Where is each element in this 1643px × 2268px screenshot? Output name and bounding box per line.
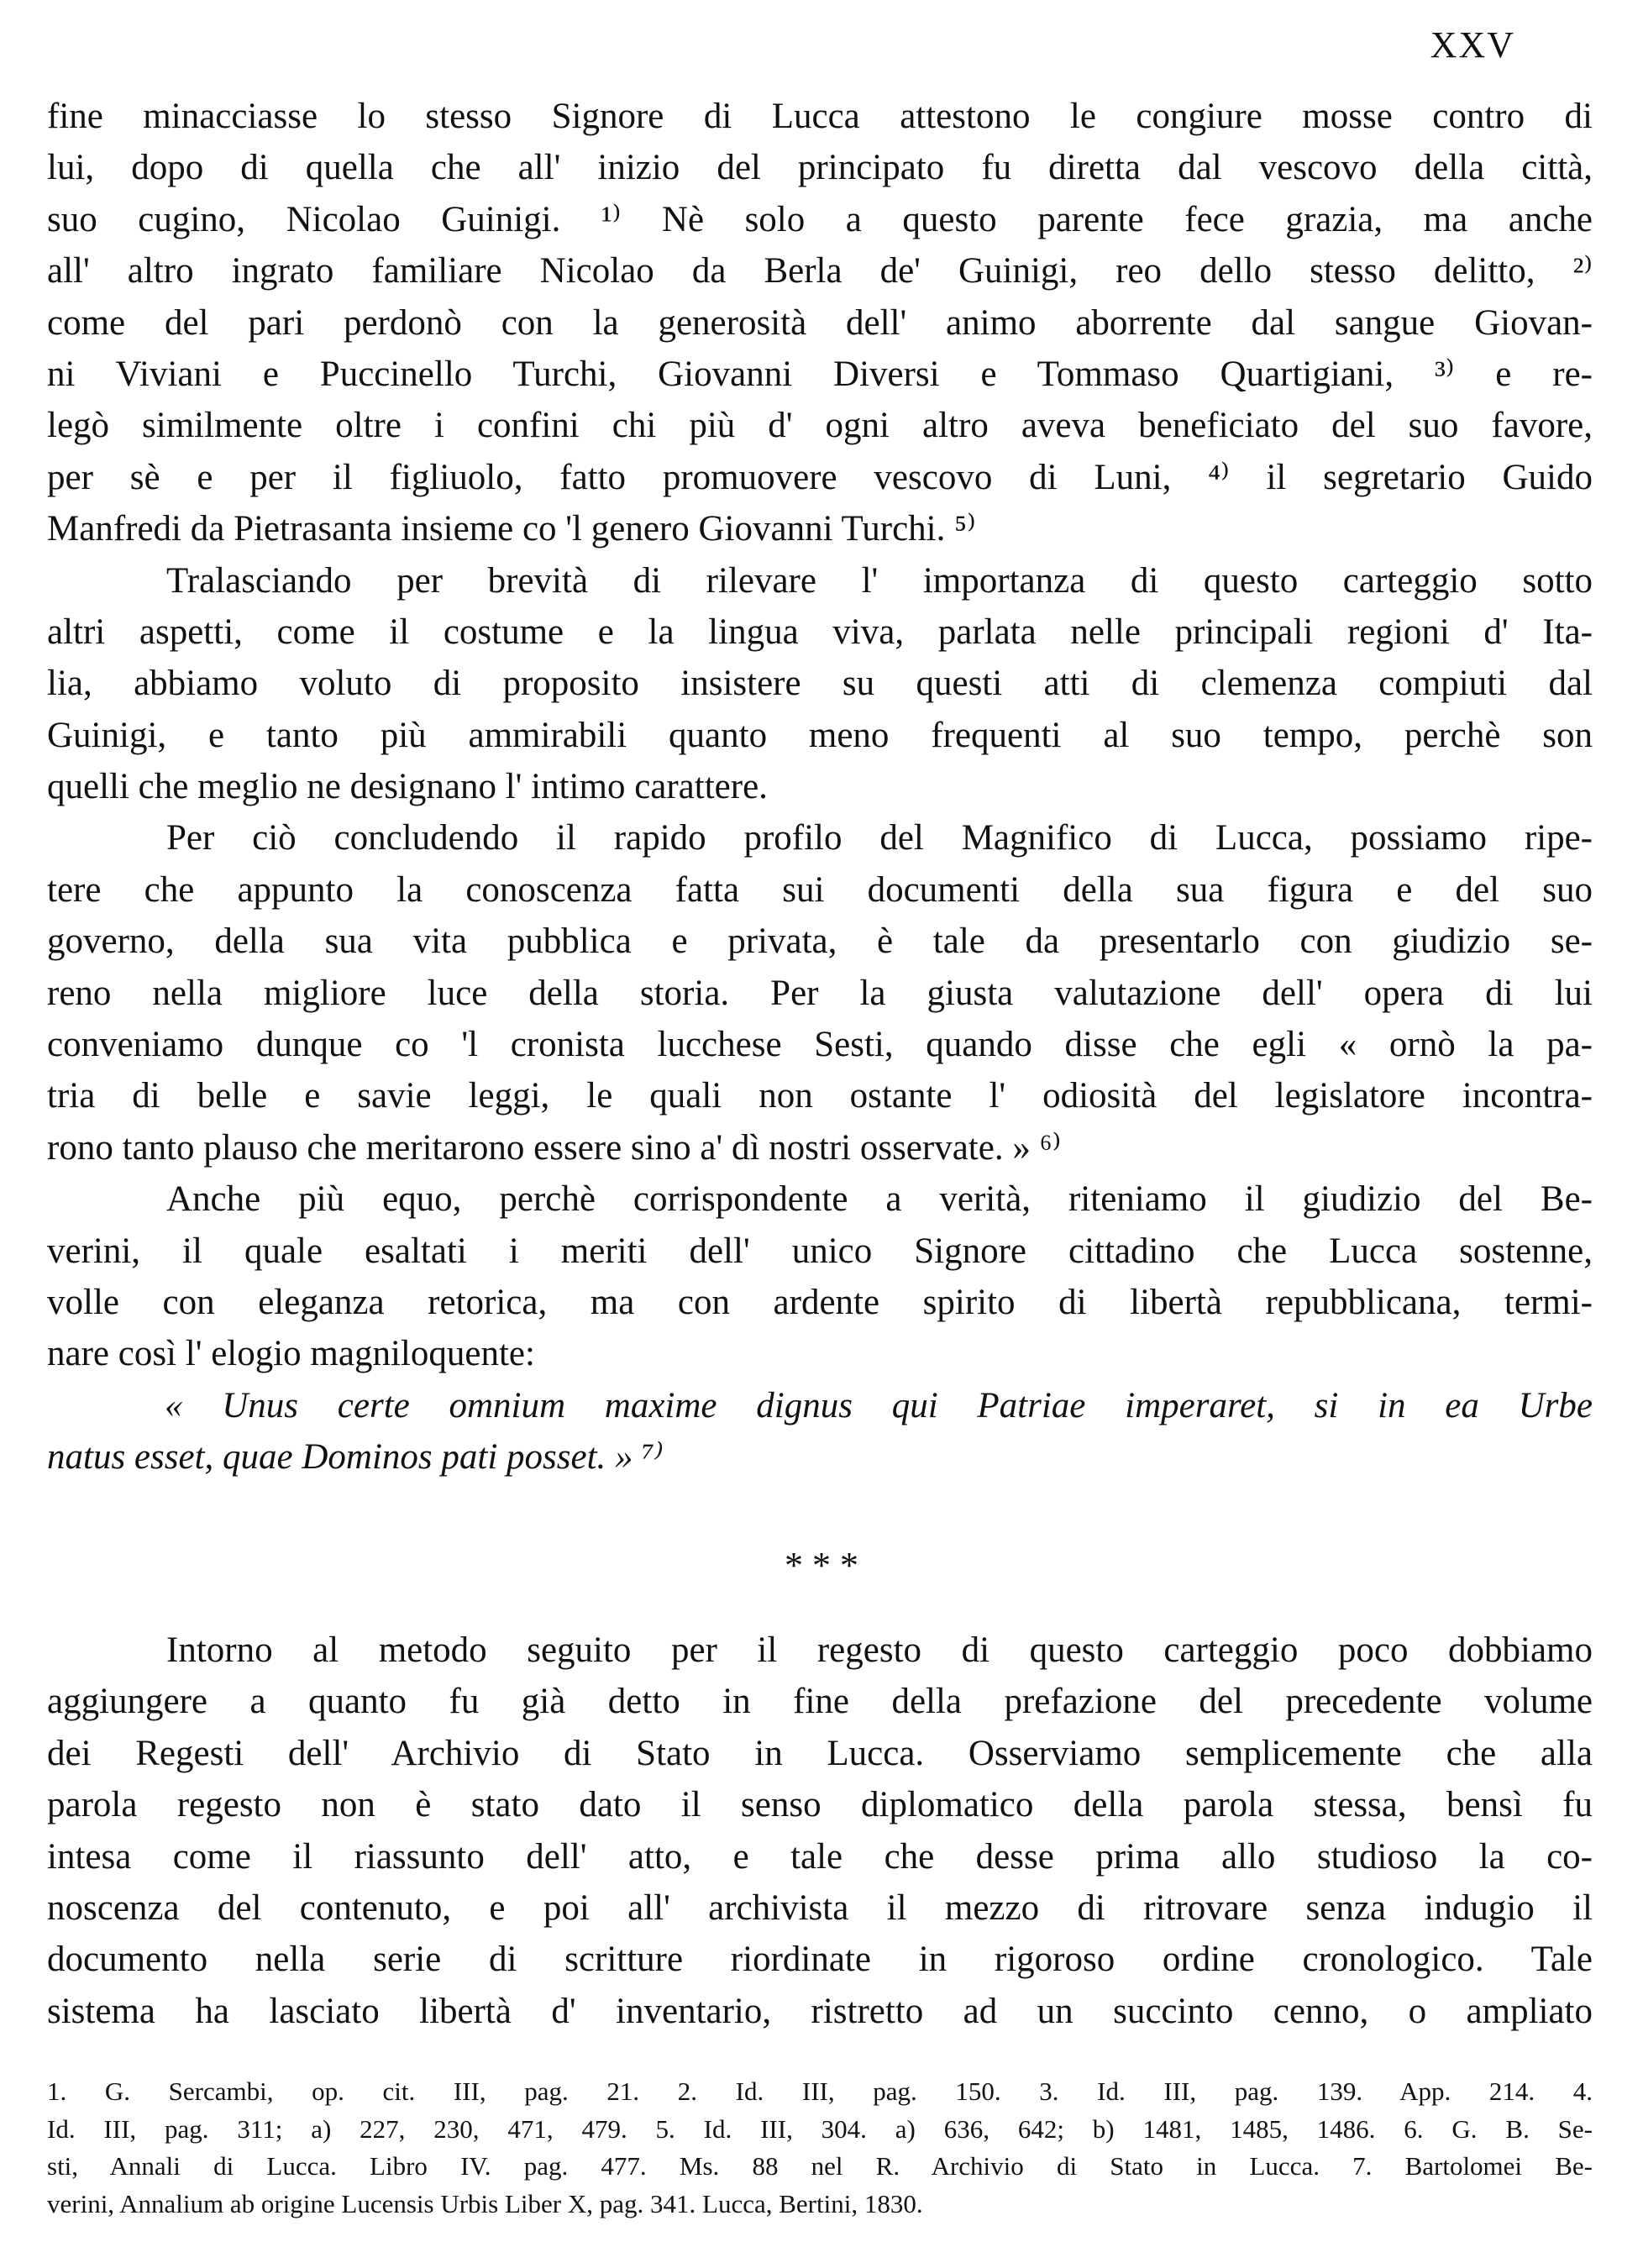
footnote-line: sti, Annali di Lucca. Libro IV. pag. 477. Ms. 88 nel R. Archivio di Stato in Lucca. 7. Bartolomei Be-: [47, 2151, 1593, 2181]
text-line: rono tanto plauso che meritarono essere sino a' dì nostri osservate. » ⁶⁾: [47, 1127, 1062, 1168]
body-text: [47, 91, 1593, 1483]
text-line: tere che appunto la conoscenza fatta sui documenti della sua figura e del suo: [47, 869, 1593, 910]
text-line: suo cugino, Nicolao Guinigi. ¹⁾ Nè solo a questo parente fece grazia, ma anche: [47, 199, 1593, 239]
footnote-line: verini, Annalium ab origine Lucensis Urbis Liber X, pag. 341. Lucca, Bertini, 1830.: [47, 2188, 923, 2218]
section-separator: * * *: [785, 1545, 858, 1586]
text-line: conveniamo dunque co 'l cronista lucchese Sesti, quando disse che egli « ornò la pa-: [47, 1025, 1593, 1065]
latin-quote-line: « Unus certe omnium maxime dignus qui Patriae imperaret, si in ea Urbe: [165, 1385, 1593, 1425]
text-line: quelli che meglio ne designano l' intimo carattere.: [47, 767, 768, 807]
footnote-line: 1. G. Sercambi, op. cit. III, pag. 21. 2. Id. III, pag. 150. 3. Id. III, pag. 139. App. 214. 4.: [47, 2076, 1593, 2106]
text-line: volle con eleganza retorica, ma con ardente spirito di libertà repubblicana, termi-: [47, 1282, 1593, 1322]
text-line: altri aspetti, come il costume e la lingua viva, parlata nelle principali regioni d' Ita-: [47, 612, 1593, 652]
text-line: Manfredi da Pietrasanta insieme co 'l genero Giovanni Turchi. ⁵⁾: [47, 509, 976, 549]
text-line: sistema ha lasciato libertà d' inventario, ristretto ad un succinto cenno, o ampliato: [47, 1991, 1593, 2031]
text-line: come del pari perdonò con la generosità dell' animo aborrente dal sangue Giovan-: [47, 302, 1593, 343]
paragraph-start-line: Anche più equo, perchè corrispondente a verità, riteniamo il giudizio del Be-: [166, 1179, 1593, 1220]
text-line: per sè e per il figliuolo, fatto promuovere vescovo di Luni, ⁴⁾ il segretario Guido: [47, 457, 1593, 497]
text-line: all' altro ingrato familiare Nicolao da Berla de' Guinigi, reo dello stesso delitto, ²⁾: [47, 251, 1593, 291]
text-line: reno nella migliore luce della storia. Per la giusta valutazione dell' opera di lui: [47, 973, 1593, 1013]
text-line: fine minacciasse lo stesso Signore di Lucca attestono le congiure mosse contro di: [47, 97, 1593, 136]
text-line: ni Viviani e Puccinello Turchi, Giovanni Diversi e Tommaso Quartigiani, ³⁾ e re-: [47, 354, 1593, 394]
text-line: nare così l' elogio magniloquente:: [47, 1334, 535, 1374]
text-line: lui, dopo di quella che all' inizio del principato fu diretta dal vescovo della città,: [47, 148, 1593, 188]
text-line: aggiungere a quanto fu già detto in fine della prefazione del precedente volume: [47, 1682, 1593, 1722]
text-line: verini, il quale esaltati i meriti dell' unico Signore cittadino che Lucca sostenne,: [47, 1231, 1593, 1271]
text-line: legò similmente oltre i confini chi più d' ogni altro aveva beneficiato del suo favore,: [47, 406, 1593, 446]
paragraph-start-line: Intorno al metodo seguito per il regesto di questo carteggio poco dobbiamo: [166, 1630, 1593, 1670]
footnote-line: Id. III, pag. 311; a) 227, 230, 471, 479. 5. Id. III, 304. a) 636, 642; b) 1481, 1485, 1486. 6. G. B. Se-: [47, 2113, 1593, 2144]
paragraph-start-line: Per ciò concludendo il rapido profilo del Magnifico di Lucca, possiamo ripe-: [166, 818, 1593, 858]
body-text-continued: [47, 1625, 1593, 2037]
text-line: intesa come il riassunto dell' atto, e tale che desse prima allo studioso la co-: [47, 1836, 1593, 1877]
text-line: noscenza del contenuto, e poi all' archivista il mezzo di ritrovare senza indugio il: [47, 1887, 1593, 1928]
text-line: Guinigi, e tanto più ammirabili quanto meno frequenti al suo tempo, perchè son: [47, 715, 1593, 755]
page-number: XXV: [1430, 24, 1515, 66]
text-line: tria di belle e savie leggi, le quali non ostante l' odiosità del legislatore incontra-: [47, 1076, 1593, 1116]
footnotes: [47, 2073, 1593, 2223]
text-line: governo, della sua vita pubblica e privata, è tale da presentarlo con giudizio se-: [47, 921, 1593, 962]
paragraph-start-line: Tralasciando per brevità di rilevare l' importanza di questo carteggio sotto: [166, 560, 1593, 601]
latin-quote-line: natus esset, quae Dominos pati posset. » ⁷⁾: [47, 1437, 664, 1478]
text-line: parola regesto non è stato dato il senso diplomatico della parola stessa, bensì fu: [47, 1785, 1593, 1825]
text-line: documento nella serie di scritture riordinate in rigoroso ordine cronologico. Tale: [47, 1940, 1593, 1980]
text-line: lia, abbiamo voluto di proposito insistere su questi atti di clemenza compiuti dal: [47, 664, 1593, 704]
text-line: dei Regesti dell' Archivio di Stato in Lucca. Osserviamo semplicemente che alla: [47, 1733, 1593, 1773]
